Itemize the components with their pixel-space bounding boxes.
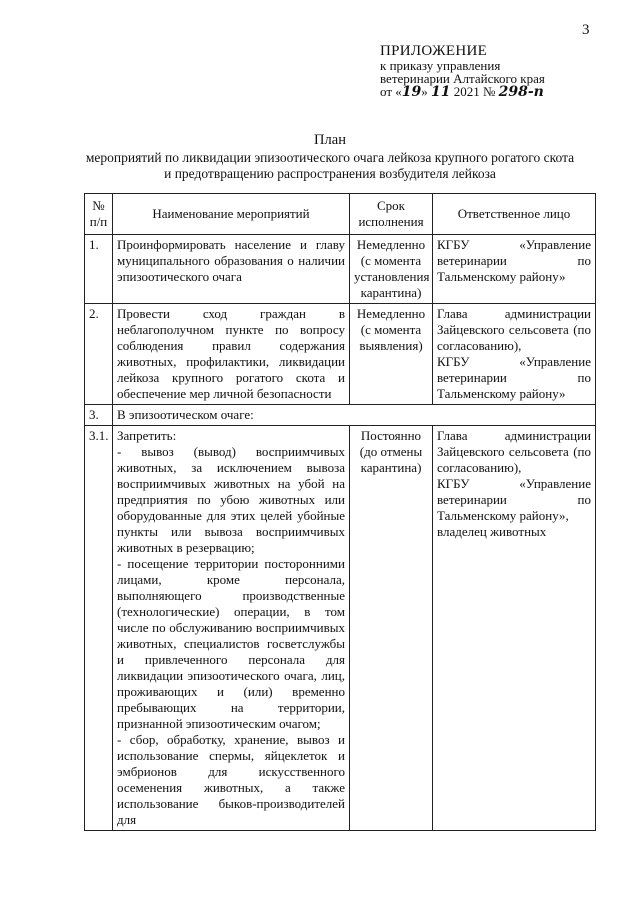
handwritten-month: 11 [431, 84, 451, 100]
handwritten-order-number: 298-п [498, 84, 544, 100]
measure-item: - вывоз (вывод) восприимчивых животных, за исключением вывоза восприимчивых животных на убой на предприятия по убою животных или оборудованные для этих целей убойные пункты или вывоза восприимчивых животных в резервацию; [117, 444, 345, 555]
responsible-part: КГБУ «Управление ветеринарии по Тальменскому району», [437, 476, 591, 523]
row-responsible: КГБУ «Управление ветеринарии по Тальменскому району» [433, 235, 596, 304]
appendix-line-order: к приказу управления [380, 58, 501, 73]
table-row [85, 235, 596, 304]
measure-item: - сбор, обработку, хранение, вывоз и использование спермы, яйцеклеток и эмбрионов для искусственного осеменения животных, а также использование быков-производителей для [117, 732, 345, 827]
responsible-part: владелец животных [437, 524, 547, 539]
responsible-part: КГБУ «Управление ветеринарии по Тальменскому району» [437, 354, 591, 401]
table-header-row [85, 194, 596, 235]
responsible-part: Глава администрации Зайцевского сельсовета (по согласованию), [437, 428, 591, 475]
row-measure: Провести сход граждан в неблагополучном пункте по вопросу соблюдения правил содержания животных, профилактики, ликвидации лейкоза крупного рогатого скота и обеспечение мер личной безопасности [113, 304, 350, 405]
table-row [85, 304, 596, 405]
row-measure [113, 426, 350, 831]
appendix-date-line [380, 85, 545, 99]
date-separator: » [421, 84, 431, 99]
header-responsible: Ответственное лицо [433, 194, 596, 235]
handwritten-day: 19 [401, 84, 422, 100]
row-responsible [433, 426, 596, 831]
responsible-part: Глава администрации Зайцевского сельсовета (по согласованию), [437, 306, 591, 353]
header-name: Наименование мероприятий [113, 194, 350, 235]
row-responsible [433, 304, 596, 405]
row-term: Немедленно (с момента установления карантина) [350, 235, 433, 304]
plan-title: План [314, 132, 346, 148]
row-num: 3. [85, 405, 113, 426]
page-number: 3 [582, 22, 590, 38]
header-num: № п/п [85, 194, 113, 235]
measure-item: - посещение территории посторонними лицами, кроме персонала, выполняющего производственные (технологические) операции, в том числе по обслуживанию восприимчивых животных, специалистов госветслужбы и привлеченного персонала для ликвидации эпизоотического очага, лиц, проживающих и (или) временно пребывающих на территории, признанной эпизоотическим очагом; [117, 556, 345, 731]
row-term: Немедленно (с момента выявления) [350, 304, 433, 405]
date-year: 2021 № [450, 84, 499, 99]
measure-intro: Запретить: [117, 428, 177, 443]
plan-subtitle-line2: и предотвращению распространения возбудителя лейкоза [164, 166, 496, 181]
row-section-heading: В эпизоотическом очаге: [113, 405, 596, 426]
row-term: Постоянно (до отмены карантина) [350, 426, 433, 831]
row-num: 1. [85, 235, 113, 304]
header-term: Срок исполнения [350, 194, 433, 235]
appendix-title: ПРИЛОЖЕНИЕ [380, 43, 488, 59]
plan-subtitle-line1: мероприятий по ликвидации эпизоотического очага лейкоза крупного рогатого скота [85, 150, 575, 165]
table-row [85, 405, 596, 426]
appendix-line-department: ветеринарии Алтайского края [380, 71, 545, 86]
date-prefix: от « [380, 84, 402, 99]
row-num: 2. [85, 304, 113, 405]
measures-table [84, 193, 596, 831]
appendix-header [380, 44, 545, 99]
table-row [85, 426, 596, 831]
row-measure: Проинформировать население и главу муниципального образования о наличии эпизоотического очага [113, 235, 350, 304]
row-num: 3.1. [85, 426, 113, 831]
